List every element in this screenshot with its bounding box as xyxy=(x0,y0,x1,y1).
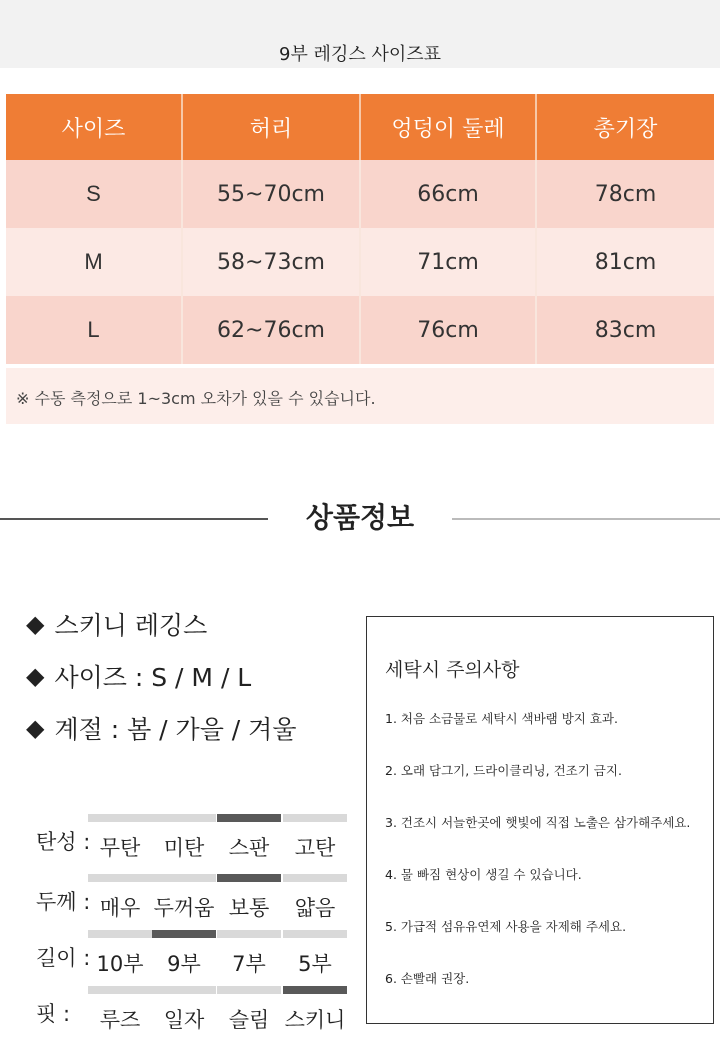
indicator-bar xyxy=(283,930,347,938)
indicator-bar xyxy=(88,874,152,882)
attribute-option xyxy=(152,808,216,862)
attribute-option xyxy=(88,924,152,978)
attribute-row xyxy=(36,808,356,858)
selected-indicator-bar xyxy=(217,814,281,822)
attribute-option-label: 매우 xyxy=(99,896,141,920)
size-cell: L xyxy=(6,296,182,364)
indicator-bar xyxy=(152,874,216,882)
info-item-text: 스키니 레깅스 xyxy=(54,611,208,640)
length-cell: 78cm xyxy=(536,160,714,228)
info-item xyxy=(26,658,251,694)
attribute-option-label: 스키니 xyxy=(284,1008,346,1032)
indicator-bar xyxy=(152,986,216,994)
attribute-option xyxy=(88,980,152,1034)
attribute-option xyxy=(152,868,216,922)
attribute-option-label: 얇음 xyxy=(294,896,336,920)
attribute-option xyxy=(283,980,347,1034)
attribute-option xyxy=(152,980,216,1034)
attribute-option-label: 두꺼움 xyxy=(153,896,215,920)
selected-indicator-bar xyxy=(152,930,216,938)
column-header: 사이즈 xyxy=(6,94,182,160)
indicator-bar xyxy=(88,930,152,938)
waist-cell: 58~73cm xyxy=(182,228,360,296)
care-item: 5. 가급적 섬유유연제 사용을 자제해 주세요. xyxy=(385,919,627,934)
attribute-option xyxy=(88,808,152,862)
length-cell: 81cm xyxy=(536,228,714,296)
care-item: 2. 오래 담그기, 드라이클리닝, 건조기 금지. xyxy=(385,763,622,778)
hip-cell: 66cm xyxy=(360,160,536,228)
column-header: 엉덩이 둘레 xyxy=(360,94,536,160)
waist-cell: 55~70cm xyxy=(182,160,360,228)
attribute-option-label: 미탄 xyxy=(163,836,205,860)
section-header xyxy=(0,492,720,532)
diamond-icon: ◆ xyxy=(26,662,45,690)
attribute-option xyxy=(217,924,281,978)
indicator-bar xyxy=(88,814,152,822)
attribute-label: 핏 : xyxy=(36,1002,71,1026)
selected-indicator-bar xyxy=(283,986,347,994)
attribute-option-label: 고탄 xyxy=(294,836,336,860)
selected-indicator-bar xyxy=(217,874,281,882)
attribute-option xyxy=(283,868,347,922)
size-cell: S xyxy=(6,160,182,228)
indicator-bar xyxy=(283,874,347,882)
attribute-option-label: 5부 xyxy=(298,952,332,976)
diamond-icon: ◆ xyxy=(26,610,45,638)
attribute-option-label: 스판 xyxy=(228,836,270,860)
attribute-option xyxy=(283,924,347,978)
attribute-option-label: 무탄 xyxy=(99,836,141,860)
waist-cell: 62~76cm xyxy=(182,296,360,364)
hip-cell: 71cm xyxy=(360,228,536,296)
info-item xyxy=(26,606,207,642)
size-table-header xyxy=(6,94,714,160)
size-cell: M xyxy=(6,228,182,296)
care-instructions-box xyxy=(366,616,714,1024)
size-chart-title: 9부 레깅스 사이즈표 xyxy=(279,44,441,65)
attribute-option-label: 일자 xyxy=(163,1008,205,1032)
indicator-bar xyxy=(217,986,281,994)
attribute-option xyxy=(152,924,216,978)
attribute-option xyxy=(283,808,347,862)
attribute-label: 길이 : xyxy=(36,946,91,970)
table-row xyxy=(6,160,714,228)
title-bar xyxy=(0,0,720,68)
measurement-note: ※ 수동 측정으로 1~3cm 오차가 있을 수 있습니다. xyxy=(6,368,714,424)
attribute-option-label: 7부 xyxy=(232,952,266,976)
diamond-icon: ◆ xyxy=(26,714,45,742)
product-info-title: 상품정보 xyxy=(305,501,415,534)
attribute-option-label: 10부 xyxy=(96,952,144,976)
attribute-option xyxy=(88,868,152,922)
info-item xyxy=(26,710,296,746)
attribute-label: 두께 : xyxy=(36,890,91,914)
info-item-text: 사이즈 : S / M / L xyxy=(54,663,252,692)
attribute-option-label: 슬림 xyxy=(228,1008,270,1032)
care-item: 3. 건조시 서늘한곳에 햇빛에 직접 노출은 삼가해주세요. xyxy=(385,815,691,830)
indicator-bar xyxy=(217,930,281,938)
attribute-option xyxy=(217,980,281,1034)
attribute-label: 탄성 : xyxy=(36,830,91,854)
attribute-option-label: 9부 xyxy=(167,952,201,976)
attribute-row xyxy=(36,924,356,974)
indicator-bar xyxy=(152,814,216,822)
hip-cell: 76cm xyxy=(360,296,536,364)
info-item-text: 계절 : 봄 / 가을 / 겨울 xyxy=(54,715,297,744)
attribute-option-label: 보통 xyxy=(228,896,270,920)
care-item: 1. 처음 소금물로 세탁시 색바램 방지 효과. xyxy=(385,711,618,726)
size-table xyxy=(6,94,714,364)
table-row xyxy=(6,296,714,364)
column-header: 허리 xyxy=(182,94,360,160)
attribute-row xyxy=(36,868,356,918)
care-item: 4. 물 빠짐 현상이 생길 수 있습니다. xyxy=(385,867,582,882)
indicator-bar xyxy=(283,814,347,822)
attribute-row xyxy=(36,980,356,1030)
table-row xyxy=(6,228,714,296)
length-cell: 83cm xyxy=(536,296,714,364)
attribute-option-label: 루즈 xyxy=(99,1008,141,1032)
attribute-option xyxy=(217,868,281,922)
care-item: 6. 손빨래 권장. xyxy=(385,971,470,986)
indicator-bar xyxy=(88,986,152,994)
care-title: 세탁시 주의사항 xyxy=(385,659,520,681)
attribute-option xyxy=(217,808,281,862)
column-header: 총기장 xyxy=(536,94,714,160)
